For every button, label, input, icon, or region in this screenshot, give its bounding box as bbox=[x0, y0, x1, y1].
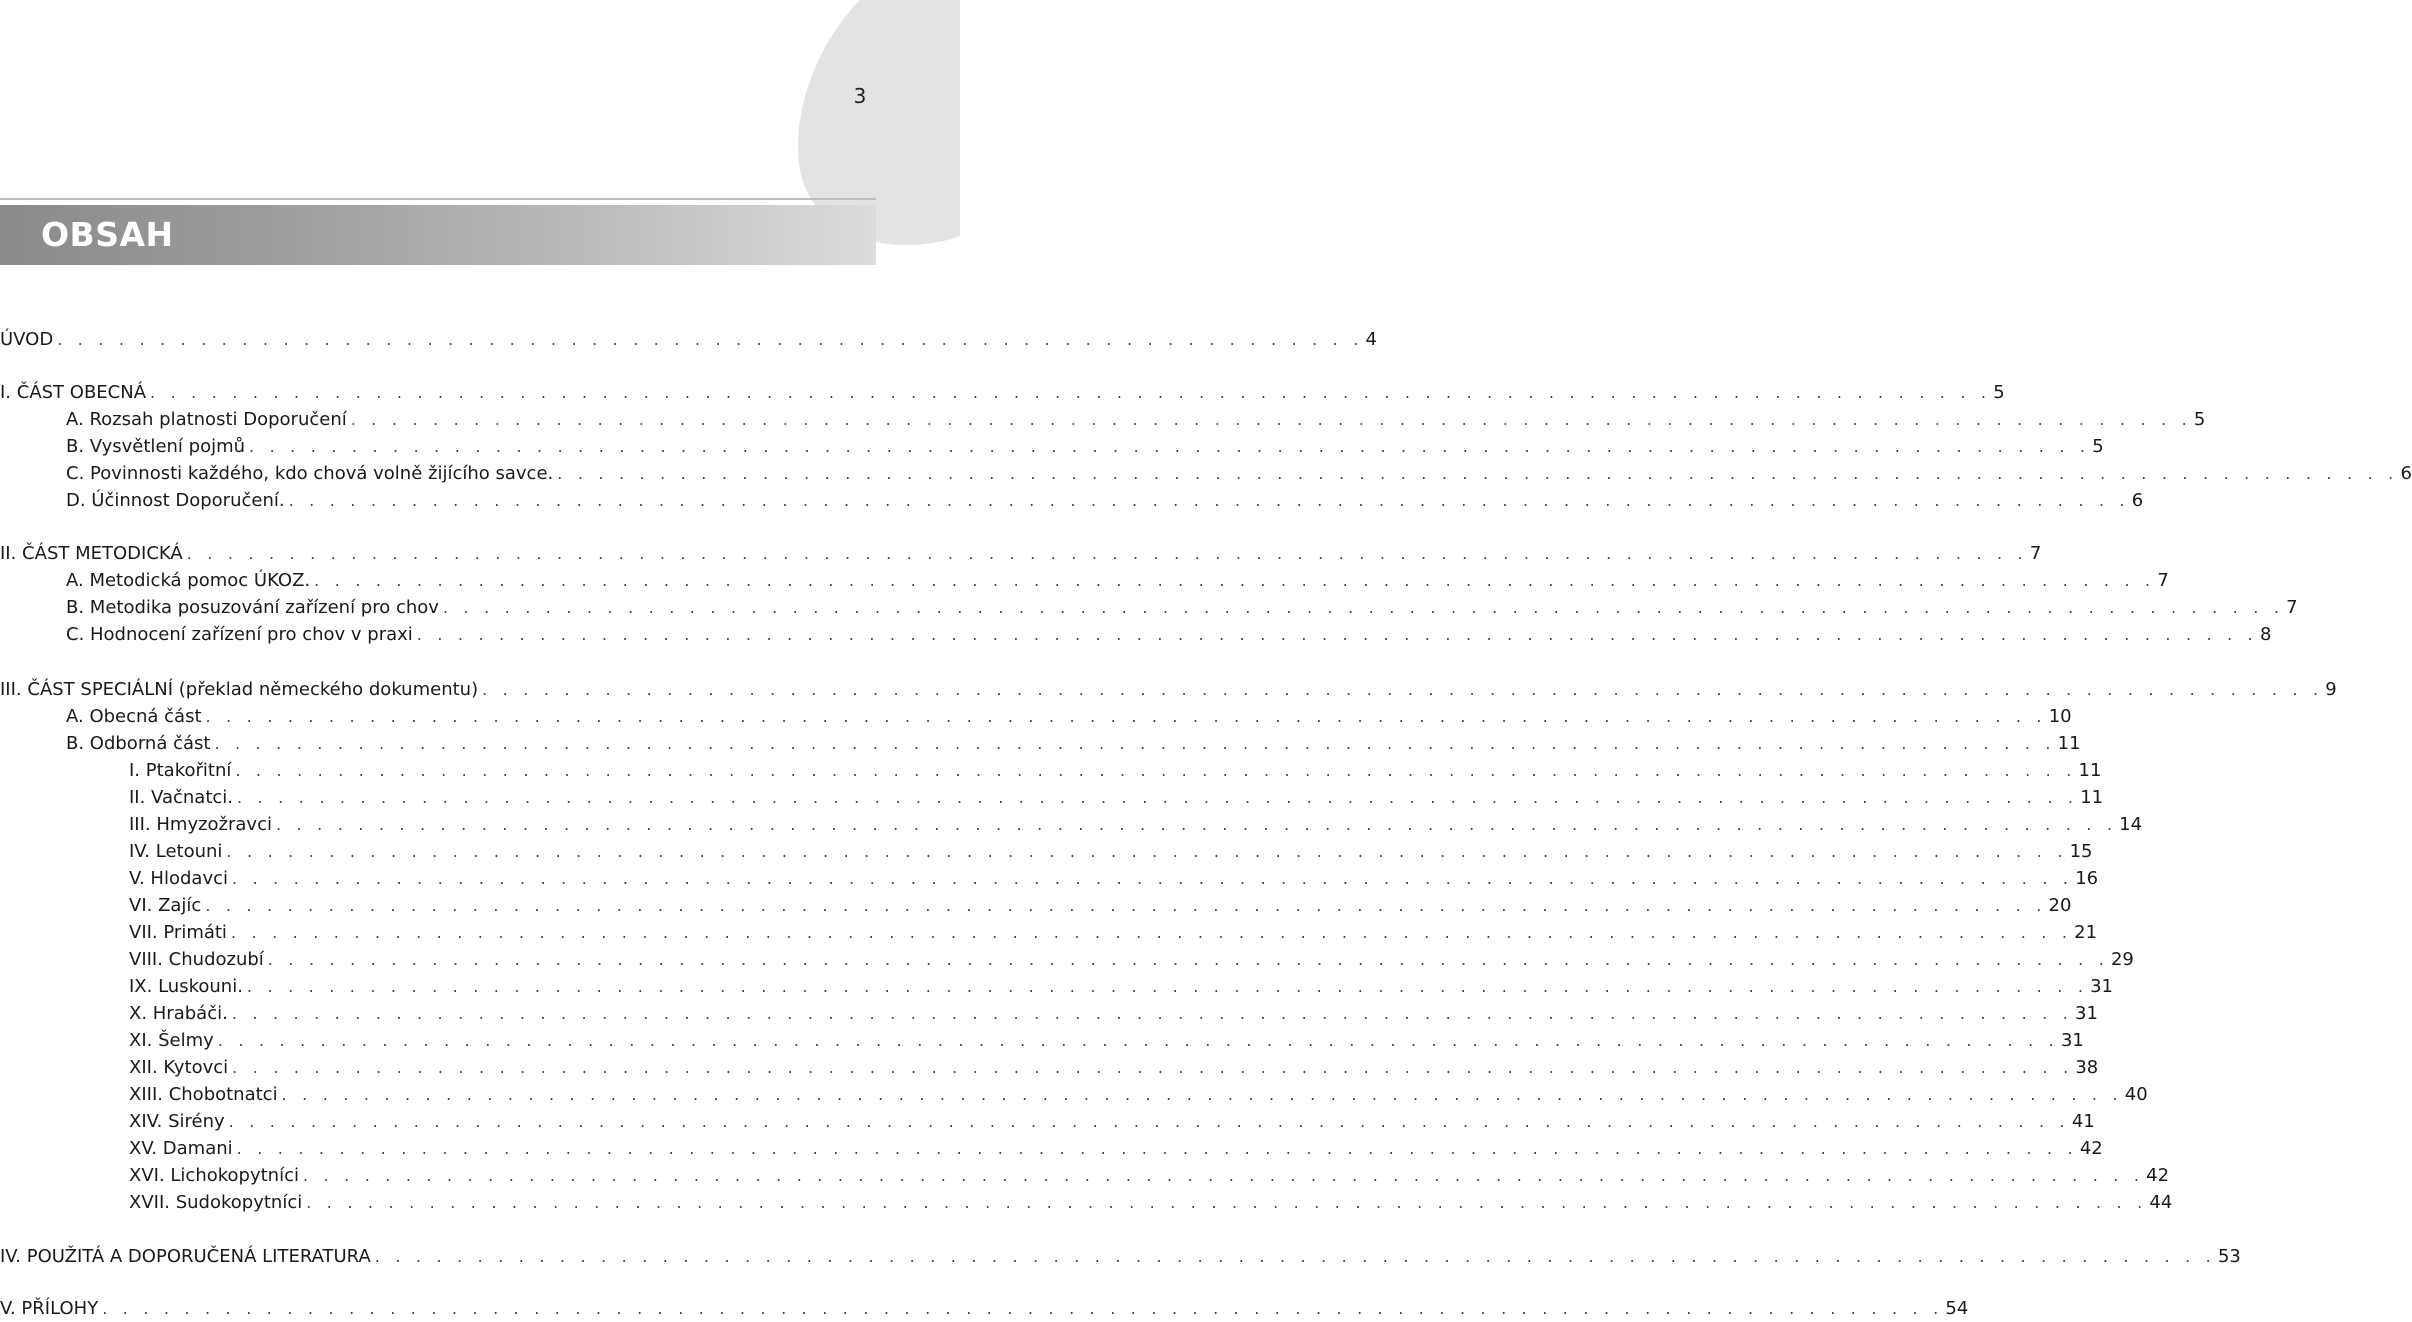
toc-entry-page: 16 bbox=[2075, 868, 2099, 889]
toc-entry[interactable] bbox=[129, 974, 2114, 1000]
toc-entry-label: C. Povinnosti každého, kdo chová volně žijícího savce. bbox=[66, 463, 554, 484]
toc-entry-label: B. Odborná část bbox=[66, 733, 211, 754]
toc-entry-page: 42 bbox=[2146, 1165, 2170, 1186]
toc-entry-page: 54 bbox=[1945, 1298, 1969, 1319]
toc-entry-label: D. Účinnost Doporučení. bbox=[66, 490, 285, 511]
toc-entry[interactable] bbox=[129, 1136, 2103, 1162]
toc-entry-page: 9 bbox=[2325, 679, 2337, 700]
toc-entry[interactable] bbox=[0, 677, 2337, 703]
toc-dot-leader: . . . . . . . . . . . . . . . . . . . . . . . . . . . . . . . . . . . . . . . . . . . . . . . . . . . . . . . . . . . . . . . . bbox=[57, 330, 1364, 349]
toc-entry-label: VI. Zajíc bbox=[129, 895, 202, 916]
toc-entry-label: IV. Letouni bbox=[129, 841, 223, 862]
toc-dot-leader: . . . . . . . . . . . . . . . . . . . . . . . . . . . . . . . . . . . . . . . . . . . . . . . . . . . . . . . . . . . . . . . . . . . . . . . . . . . . . . . . . . . . . . . . . . bbox=[249, 437, 2091, 456]
toc-entry-page: 5 bbox=[1993, 382, 2005, 403]
toc-entry-page: 40 bbox=[2124, 1084, 2148, 1105]
toc-entry-page: 21 bbox=[2074, 922, 2098, 943]
toc-dot-leader: . . . . . . . . . . . . . . . . . . . . . . . . . . . . . . . . . . . . . . . . . . . . . . . . . . . . . . . . . . . . . . . . . . . . . . . . . . . . . . . . . . . . . . . . . . bbox=[102, 1299, 1944, 1318]
toc-entry[interactable] bbox=[129, 920, 2098, 946]
toc-entry-label: I. ČÁST OBECNÁ bbox=[0, 382, 147, 403]
toc-dot-leader: . . . . . . . . . . . . . . . . . . . . . . . . . . . . . . . . . . . . . . . . . . . . . . . . . . . . . . . . . . . . . . . . . . . . . . . . . . . . . . . . . . . . . . . . . . bbox=[306, 1193, 2148, 1212]
toc-entry[interactable] bbox=[66, 488, 2144, 514]
toc-entry[interactable] bbox=[0, 380, 2005, 406]
toc-dot-leader: . . . . . . . . . . . . . . . . . . . . . . . . . . . . . . . . . . . . . . . . . . . . . . . . . . . . . . . . . . . . . . . . . . . . . . . . . . . . . . . . . . . . . . . . . . bbox=[275, 815, 2118, 834]
toc-entry-page: 31 bbox=[2090, 976, 2114, 997]
toc-dot-leader: . . . . . . . . . . . . . . . . . . . . . . . . . . . . . . . . . . . . . . . . . . . . . . . . . . . . . . . . . . . . . . . . . . . . . . . . . . . . . . . . . . . . . . . . . . bbox=[150, 383, 1992, 402]
toc-dot-leader: . . . . . . . . . . . . . . . . . . . . . . . . . . . . . . . . . . . . . . . . . . . . . . . . . . . . . . . . . . . . . . . . . . . . . . . . . . . . . . . . . . . . . . . . . . bbox=[228, 1112, 2070, 1131]
toc-dot-leader: . . . . . . . . . . . . . . . . . . . . . . . . . . . . . . . . . . . . . . . . . . . . . . . . . . . . . . . . . . . . . . . . . . . . . . . . . . . . . . . . . . . . . . . . . . bbox=[235, 761, 2077, 780]
toc-entry[interactable] bbox=[66, 434, 2104, 460]
toc-entry-label: XVII. Sudokopytníci bbox=[129, 1192, 303, 1213]
toc-dot-leader: . . . . . . . . . . . . . . . . . . . . . . . . . . . . . . . . . . . . . . . . . . . . . . . . . . . . . . . . . . . . . . . . . . . . . . . . . . . . . . . . . . . . . . . . . . bbox=[288, 491, 2130, 510]
toc-entry[interactable] bbox=[66, 731, 2081, 757]
toc-dot-leader: . . . . . . . . . . . . . . . . . . . . . . . . . . . . . . . . . . . . . . . . . . . . . . . . . . . . . . . . . . . . . . . . . . . . . . . . . . . . . . . . . . . . . . . . . . bbox=[232, 1058, 2074, 1077]
toc-entry-page: 44 bbox=[2149, 1192, 2173, 1213]
toc-entry-label: III. ČÁST SPECIÁLNÍ (překlad německého dokumentu) bbox=[0, 679, 479, 700]
toc-entry-page: 11 bbox=[2080, 787, 2104, 808]
toc-dot-leader: . . . . . . . . . . . . . . . . . . . . . . . . . . . . . . . . . . . . . . . . . . . . . . . . . . . . . . . . . . . . . . . . . . . . . . . . . . . . . . . . . . . . . . . . . . bbox=[214, 734, 2056, 753]
toc-entry-page: 29 bbox=[2110, 949, 2134, 970]
toc-entry-label: A. Obecná část bbox=[66, 706, 202, 727]
toc-entry[interactable] bbox=[0, 1244, 2241, 1270]
toc-dot-leader: . . . . . . . . . . . . . . . . . . . . . . . . . . . . . . . . . . . . . . . . . . . . . . . . . . . . . . . . . . . . . . . . . . . . . . . . . . . . . . . . . . . . . . . . . . bbox=[236, 1139, 2078, 1158]
toc-entry-page: 4 bbox=[1365, 329, 1377, 350]
toc-entry[interactable] bbox=[66, 622, 2272, 648]
toc-entry[interactable] bbox=[129, 1190, 2173, 1216]
toc-dot-leader: . . . . . . . . . . . . . . . . . . . . . . . . . . . . . . . . . . . . . . . . . . . . . . . . . . . . . . . . . . . . . . . . . . . . . . . . . . . . . . . . . . . . . . . . . . bbox=[416, 625, 2258, 644]
toc-entry[interactable] bbox=[66, 407, 2206, 433]
toc-entry[interactable] bbox=[0, 100, 877, 126]
toc-entry[interactable] bbox=[129, 785, 2104, 811]
toc-entry-page: 31 bbox=[2060, 1030, 2084, 1051]
toc-entry-page: 5 bbox=[2092, 436, 2104, 457]
toc-dot-leader: . . . . . . . . . . . . . . . . . . . . . . . . . . . . . . . . . . . . . . . . . . . . . . . . . . . . . . . . . . . . . . . . . . . . . . . . . . . . . . . . . . . . . . . . . . bbox=[557, 464, 2399, 483]
toc-entry-label: VIII. Chudozubí bbox=[129, 949, 264, 970]
toc-entry-label: C. Hodnocení zařízení pro chov v praxi bbox=[66, 624, 413, 645]
toc-entry[interactable] bbox=[129, 758, 2102, 784]
toc-entry[interactable] bbox=[129, 1028, 2084, 1054]
toc-entry-page: 6 bbox=[2131, 490, 2144, 511]
toc-entry-label: III. Hmyzožravci bbox=[129, 814, 272, 835]
toc-entry-label: A. Metodická pomoc ÚKOZ. bbox=[66, 570, 311, 591]
toc-entry[interactable] bbox=[66, 704, 2072, 730]
toc-entry-label: VII. Primáti bbox=[129, 922, 227, 943]
toc-entry-page: 7 bbox=[2157, 570, 2169, 591]
toc-entry[interactable] bbox=[129, 947, 2134, 973]
toc-dot-leader: . . . . . . . . . . . . . . . . . . . . . . . . . . . . . . . . . . . . . . . . . . . . . . . . . . . . . . . . . . . . . . . . . . . . . . . . . . . . . . . . . . . . . . . . . . bbox=[314, 571, 2156, 590]
toc-dot-leader: . . . . . . . . . . . . . . . . . . . . . . . . . . . . . . . . . . . . . . . . . . . . . . . . . . . . . . . . . . . . . . . . . . . . . . . . . . . . . . . . . . . . . . . . . . bbox=[186, 544, 2028, 563]
toc-entry-page: 41 bbox=[2071, 1111, 2095, 1132]
toc-entry-label: XIV. Sirény bbox=[129, 1111, 225, 1132]
toc-dot-leader: . . . . . . . . . . . . . . . . . . . . . . . . . . . . . . . . . . . . . . . . . . . . . . . . . . . . . . . . . . . . . . . . . . . . . . . . . . . . . . . . . . . . . . . . . . bbox=[267, 950, 2109, 969]
toc-entry-label: II. ČÁST METODICKÁ bbox=[0, 543, 183, 564]
toc-dot-leader: . . . . . . . . . . . . . . . . . . . . . . . . . . . . . . . . . . . . . . . . . . . . . . . . . . . . . . . . . . . . . . . . . . . . . . . . . . . . . . . . . . . . . . . . . . bbox=[231, 1004, 2074, 1023]
toc-entry[interactable] bbox=[129, 1082, 2148, 1108]
toc-entry-label: B. Metodika posuzování zařízení pro chov bbox=[66, 597, 439, 618]
toc-entry-label: IV. POUŽITÁ A DOPORUČENÁ LITERATURA bbox=[0, 1246, 371, 1267]
toc-entry[interactable] bbox=[129, 1001, 2098, 1027]
toc-entry-page: 6 bbox=[2400, 463, 2412, 484]
toc-entry-page: 11 bbox=[2078, 760, 2102, 781]
toc-entry-page: 11 bbox=[2057, 733, 2081, 754]
toc-dot-leader: . . . . . . . . . . . . . . . . . . . . . . . . . . . . . . . . . . . . . . . . . . . . . . . . . . . . . . . . . . . . . . . . . . . . . . . . . . . . . . . . . . . . . . . . . . bbox=[230, 923, 2073, 942]
toc-entry[interactable] bbox=[129, 1109, 2095, 1135]
toc-entry[interactable] bbox=[129, 866, 2099, 892]
page-title: OBSAH bbox=[41, 215, 174, 254]
toc-dot-leader: . . . . . . . . . . . . . . . . . . . . . . . . . . . . . . . . . . . . . . . . . . . . . . . . . . . . . . . . . . . . . . . . . . . . . . . . . . . . . . . . . . . . . . . . . . bbox=[226, 842, 2068, 861]
toc-dot-leader: . . . . . . . . . . . . . . . . . . . . . . . . . . . . . . . . . . . . . . . . . . . . . . . . . . . . . . . . . . . . . . . . . . . . . . . . . . . . . . . . . . . . . . . . . . bbox=[302, 1166, 2145, 1185]
toc-dot-leader: . . . . . . . . . . . . . . . . . . . . . . . . . . . . . . . . . . . . . . . . . . . . . . . . . . . . . . . . . . . . . . . . . . . . . . . . . . . . . . . . . . . . . . . . . . bbox=[350, 410, 2192, 429]
toc-entry-label: XII. Kytovci bbox=[129, 1057, 229, 1078]
toc-entry-page: 31 bbox=[2075, 1003, 2098, 1024]
toc-entry[interactable] bbox=[66, 568, 2169, 594]
toc-entry-label: A. Rozsah platnosti Doporučení bbox=[66, 409, 347, 430]
toc-entry-page: 15 bbox=[2069, 841, 2093, 862]
toc-dot-leader: . . . . . . . . . . . . . . . . . . . . . . . . . . . . . . . . . . . . . . . . . . . . . . . . . . . . . . . . . . . . . . . . . . . . . . . . . . . . . . . . . . . . . . . . . . bbox=[217, 1031, 2059, 1050]
toc-dot-leader: . . . . . . . . . . . . . . . . . . . . . . . . . . . . . . . . . . . . . . . . . . . . . . . . . . . . . . . . . . . . . . . . . . . . . . . . . . . . . . . . . . . . . . . . . . bbox=[442, 598, 2285, 617]
toc-dot-leader: . . . . . . . . . . . . . . . . . . . . . . . . . . . . . . . . . . . . . . . . . . . . . . . . . . . . . . . . . . . . . . . . . . . . . . . . . . . . . . . . . . . . . . . . . . bbox=[205, 707, 2047, 726]
toc-entry-page: 14 bbox=[2119, 814, 2143, 835]
toc-entry-label: V. PŘÍLOHY bbox=[0, 1298, 99, 1319]
toc-entry[interactable] bbox=[129, 893, 2072, 919]
toc-entry[interactable] bbox=[129, 1163, 2170, 1189]
toc-entry-label: XV. Damani bbox=[129, 1138, 233, 1159]
toc-entry-label: X. Hrabáči. bbox=[129, 1003, 228, 1024]
toc-dot-leader: . . . . . . . . . . . . . . . . . . . . . . . . . . . . . . . . . . . . . . . . . . . . . . . . . . . . . . . . . . . . . . . . . . . . . . . . . . . . . . . . . . . . . . . . . . bbox=[246, 977, 2089, 996]
toc-dot-leader: . . . . . . . . . . . . . . . . . . . . . . . . . . . . . . . . . . . . . . . . . . . . . . . . . . . . . . . . . . . . . . . . . . . . . . . . . . . . . . . . . . . . . . . . . . bbox=[232, 869, 2074, 888]
toc-entry[interactable] bbox=[129, 812, 2143, 838]
toc-entry-label: I. Ptakořitní bbox=[129, 760, 232, 781]
toc-entry[interactable] bbox=[129, 1055, 2099, 1081]
toc-entry-page: 7 bbox=[2286, 597, 2298, 618]
toc-entry-page: 8 bbox=[2259, 624, 2272, 645]
toc-entry[interactable] bbox=[129, 839, 2093, 865]
toc-dot-leader: . . . . . . . . . . . . . . . . . . . . . . . . . . . . . . . . . . . . . . . . . . . . . . . . . . . . . . . . . . . . . . . . . . . . . . . . . . . . . . . . . . . . . . . . . . bbox=[482, 680, 2324, 699]
toc-dot-leader: . . . . . . . . . . . . . . . . . . . . . . . . . . . . . . . . . . . . . . . . . . . . . . . . . . . . . . . . . . . . . . . . . . . . . . . . . . . . . . . . . . . . . . . . . . bbox=[237, 788, 2079, 807]
toc-entry[interactable] bbox=[66, 595, 2298, 621]
toc-entry-page: 42 bbox=[2079, 1138, 2103, 1159]
toc-entry-page: 5 bbox=[2193, 409, 2206, 430]
toc-entry-page: 10 bbox=[2048, 706, 2072, 727]
toc-entry-label: XVI. Lichokopytníci bbox=[129, 1165, 299, 1186]
toc-entry-page: 38 bbox=[2075, 1057, 2099, 1078]
page-number: 3 bbox=[853, 84, 867, 108]
toc-entry[interactable] bbox=[66, 461, 2412, 487]
toc-dot-leader: . . . . . . . . . . . . . . . . . . . . . . . . . . . . . . . . . . . . . . . . . . . . . . . . . . . . . . . . . . . . . . . . . . . . . . . . . . . . . . . . . . . . . . . . . . bbox=[281, 1085, 2123, 1104]
toc-entry-label: IX. Luskouni. bbox=[129, 976, 243, 997]
toc-dot-leader: . . . . . . . . . . . . . . . . . . . . . . . . . . . . . . . . . . . . . . . . . . . . . . . . . . . . . . . . . . . . . . . . . . . . . . . . . . . . . . . . . . . . . . . . . . bbox=[374, 1247, 2216, 1266]
toc-entry-page: 20 bbox=[2048, 895, 2072, 916]
toc-entry[interactable] bbox=[0, 541, 2042, 567]
toc-entry-page: 7 bbox=[2029, 543, 2042, 564]
toc-dot-leader: . . . . . . . . . . . . . . . . . . . . . . . . . . . . . . . . . . . . . . . . . . . . . . . . . . . . . . . . . . . . . . . . . . . . . . . . . . . . . . . . . . . . . . . . . . bbox=[205, 896, 2047, 915]
toc-entry[interactable] bbox=[0, 1296, 1969, 1322]
toc-entry-label: XIII. Chobotnatci bbox=[129, 1084, 278, 1105]
toc-entry-label: B. Vysvětlení pojmů bbox=[66, 436, 246, 457]
toc-entry-label: V. Hlodavci bbox=[129, 868, 228, 889]
toc-entry-label: XI. Šelmy bbox=[129, 1030, 214, 1051]
toc-entry-page: 53 bbox=[2217, 1246, 2241, 1267]
toc-entry-label: II. Vačnatci. bbox=[129, 787, 234, 808]
toc-entry-label: ÚVOD bbox=[0, 329, 54, 350]
